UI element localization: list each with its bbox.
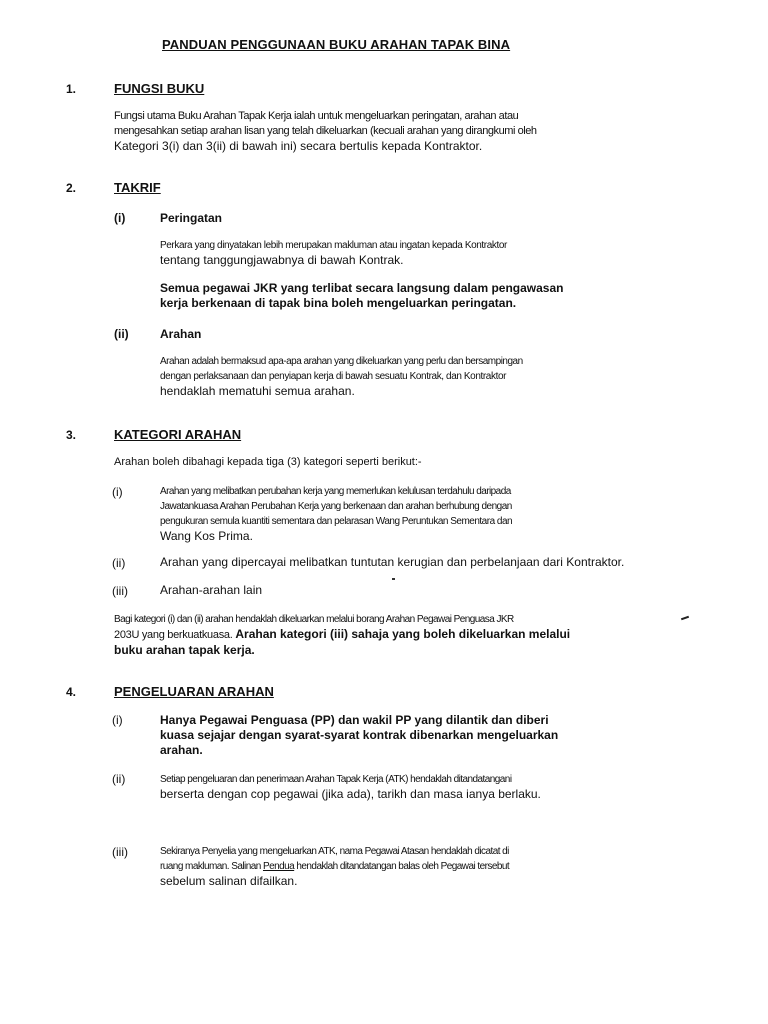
section-2-item-i-paragraph	[160, 238, 620, 268]
section-4-item-ii-number: (ii)	[112, 772, 126, 786]
section-3-heading: KATEGORI ARAHAN	[114, 427, 242, 442]
section-2-item-i-line-1: Perkara yang dinyatakan lebih merupakan makluman atau ingatan kepada Kontraktor	[160, 240, 507, 251]
section-3-item-iii-text: Arahan-arahan lain	[160, 583, 263, 597]
section-2-heading: TAKRIF	[114, 180, 161, 195]
section-4-item-iii-paragraph	[160, 844, 620, 889]
section-4-heading: PENGELUARAN ARAHAN	[114, 684, 274, 699]
section-3-item-ii-text: Arahan yang dipercayai melibatkan tuntutan kerugian dan perbelanjaan dari Kontraktor.	[160, 555, 625, 569]
section-2-item-i-bold-note	[160, 281, 620, 311]
margin-mark	[681, 616, 689, 621]
section-2-item-ii-number: (ii)	[114, 327, 129, 341]
section-4-item-i-paragraph	[160, 713, 620, 758]
section-3-item-i-line-4: Wang Kos Prima.	[160, 529, 253, 543]
section-2-item-ii-line-1: Arahan adalah bermaksud apa-apa arahan yang dikeluarkan yang perlu dan bersampingan	[160, 356, 523, 367]
section-1-heading: FUNGSI BUKU	[114, 81, 205, 96]
section-4-item-iii-line-2	[160, 859, 620, 874]
section-1-paragraph	[114, 109, 634, 154]
section-3-note-line-3: buku arahan tapak kerja.	[114, 643, 255, 657]
section-4-item-i-line-3: arahan.	[160, 743, 203, 757]
section-4-item-ii-paragraph	[160, 772, 620, 802]
section-3-note-line-2	[114, 627, 634, 643]
speck-mark	[392, 578, 395, 580]
section-3-item-i-paragraph	[160, 484, 620, 544]
section-3-item-i-line-1: Arahan yang melibatkan perubahan kerja yang memerlukan kelulusan terdahulu daripada	[160, 486, 511, 497]
section-1-line-2: mengesahkan setiap arahan lisan yang telah dikeluarkan (kecuali arahan yang dirangkumi oleh	[114, 125, 537, 137]
section-4-item-i-number: (i)	[112, 713, 123, 727]
section-2-item-ii-paragraph	[160, 354, 620, 399]
section-4-item-iii-line-2-a: ruang makluman. Salinan	[160, 861, 263, 872]
section-4-item-iii-line-2-c: hendaklah ditandatangan balas oleh Pegawai tersebut	[294, 861, 510, 872]
section-1-number: 1.	[66, 82, 77, 96]
section-3-intro: Arahan boleh dibahagi kepada tiga (3) kategori seperti berikut:-	[114, 456, 422, 468]
section-3-note-line-1: Bagi kategori (i) dan (ii) arahan hendaklah dikeluarkan melalui borang Arahan Pegawai Penguasa JKR	[114, 614, 514, 625]
section-1-line-3: Kategori 3(i) dan 3(ii) di bawah ini) secara bertulis kepada Kontraktor.	[114, 139, 483, 153]
section-2-item-i-number: (i)	[114, 211, 126, 225]
section-4-item-iii-number: (iii)	[112, 845, 128, 859]
section-4-item-i-line-1: Hanya Pegawai Penguasa (PP) dan wakil PP yang dilantik dan diberi	[160, 713, 549, 727]
document-title: PANDUAN PENGGUNAAN BUKU ARAHAN TAPAK BINA	[162, 37, 511, 52]
section-3-number: 3.	[66, 428, 77, 442]
section-3-note-line-2-bold: Arahan kategori (iii) sahaja yang boleh dikeluarkan melalui	[232, 627, 571, 641]
section-2-item-ii-line-3: hendaklah mematuhi semua arahan.	[160, 384, 355, 398]
section-3-item-i-line-2: Jawatankuasa Arahan Perubahan Kerja yang berkenaan dan arahan berhubung dengan	[160, 501, 512, 512]
section-2-number: 2.	[66, 181, 77, 195]
section-3-note-line-2-regular: 203U yang berkuatkuasa.	[114, 629, 233, 641]
section-4-item-ii-line-1: Setiap pengeluaran dan penerimaan Arahan Tapak Kerja (ATK) hendaklah ditandatangani	[160, 774, 512, 785]
section-3-item-i-line-3: pengukuran semula kuantiti sementara dan pelarasan Wang Peruntukan Sementara dan	[160, 516, 513, 527]
section-4-item-i-line-2: kuasa sejajar dengan syarat-syarat kontrak dibenarkan mengeluarkan	[160, 728, 559, 742]
section-3-item-i-number: (i)	[112, 485, 123, 499]
section-2-item-i-heading: Peringatan	[160, 211, 223, 225]
section-4-item-ii-line-2: berserta dengan cop pegawai (jika ada), tarikh dan masa ianya berlaku.	[160, 787, 541, 801]
section-4-item-iii-line-3: sebelum salinan difailkan.	[160, 874, 298, 888]
section-2-item-i-bold-line-1: Semua pegawai JKR yang terlibat secara langsung dalam pengawasan	[160, 281, 564, 295]
section-1-line-1: Fungsi utama Buku Arahan Tapak Kerja ialah untuk mengeluarkan peringatan, arahan atau	[114, 110, 519, 122]
section-4-number: 4.	[66, 685, 77, 699]
section-2-item-i-line-2: tentang tanggungjawabnya di bawah Kontrak.	[160, 253, 404, 267]
section-3-item-iii-number: (iii)	[112, 584, 128, 598]
section-2-item-ii-heading: Arahan	[160, 327, 202, 341]
section-2-item-ii-line-2: dengan perlaksanaan dan penyiapan kerja di bawah sesuatu Kontrak, dan Kontraktor	[160, 371, 507, 382]
section-2-item-i-bold-line-2: kerja berkenaan di tapak bina boleh mengeluarkan peringatan.	[160, 296, 517, 310]
section-3-note	[114, 612, 634, 658]
section-4-item-iii-line-1: Sekiranya Penyelia yang mengeluarkan ATK, nama Pegawai Atasan hendaklah dicatat di	[160, 846, 509, 857]
section-4-item-iii-line-2-underlined: Pendua	[262, 861, 295, 872]
section-3-item-ii-number: (ii)	[112, 556, 126, 570]
